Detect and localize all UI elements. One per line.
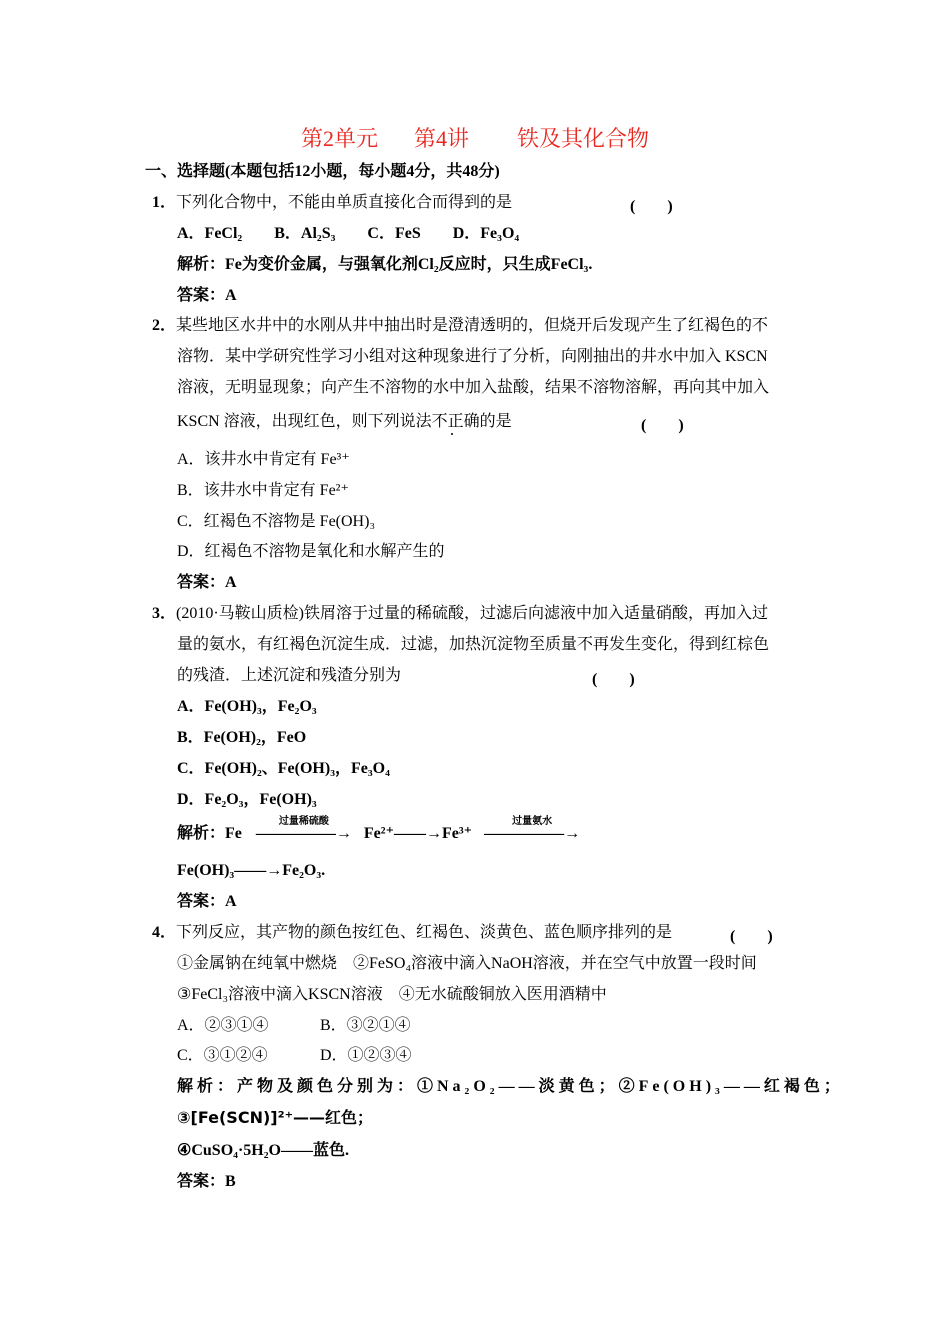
q4-option-a: A．②③①④	[177, 1017, 269, 1034]
q3-answer: 答案：A	[177, 893, 237, 910]
q4-answer: 答案：B	[177, 1173, 236, 1190]
q4-answer-blank: ( )	[730, 928, 773, 945]
q3-analysis-label: 解析：Fe	[177, 825, 242, 842]
q4-analysis-1: 解析：产物及颜色分别为：①Na₂O₂——淡黄色；②Fe(OH)₃——红褐色；	[177, 1078, 844, 1095]
q2-line-4: KSCN 溶液，出现红色，则下列说法不正确的是	[177, 413, 512, 430]
q4-option-c: C．③①②④	[177, 1047, 268, 1064]
emphasis-dot	[451, 433, 453, 435]
q1-answer: 答案：A	[177, 287, 237, 304]
arrow-1-shaft: —————→	[255, 825, 352, 842]
q3-option-c: C．Fe(OH)₂、Fe(OH)₃，Fe₃O₄	[177, 760, 390, 777]
q4-analysis-3: ④CuSO₄·5H₂O——蓝色.	[177, 1142, 349, 1159]
arrow-2-label: 过量氨水	[512, 816, 553, 827]
q2-option-d: D．红褐色不溶物是氧化和水解产生的	[177, 543, 445, 560]
q2-option-a: A．该井水中肯定有 Fe³⁺	[177, 451, 350, 468]
q3-answer-blank: ( )	[592, 671, 635, 688]
q2-option-c: C．红褐色不溶物是 Fe(OH)₃	[177, 513, 376, 530]
q3-analysis-1	[177, 816, 581, 844]
q4-option-d: D．①②③④	[320, 1047, 412, 1064]
q4-analysis-2: ③[Fe(SCN)]²⁺——红色；	[177, 1108, 374, 1127]
q4-option-b: B．③②①④	[320, 1017, 411, 1034]
q3-line-2: 量的氨水，有红褐色沉淀生成．过滤，加热沉淀物至质量不再发生变化，得到红棕色	[177, 636, 770, 653]
q1-stem	[152, 193, 512, 213]
q1-answer-blank: ( )	[630, 198, 673, 215]
q4-text: 下列反应，其产物的颜色按红色、红褐色、淡黄色、蓝色顺序排列的是	[176, 924, 673, 941]
q3-line-1	[152, 604, 768, 624]
q2-line-3: 溶液，无明显现象；向产生不溶物的水中加入盐酸，结果不溶物溶解，再向其中加入	[177, 379, 770, 396]
q3-line-3: 的残渣．上述沉淀和残渣分别为	[177, 667, 402, 684]
page-title	[0, 122, 950, 153]
reaction-arrow-1	[255, 816, 352, 844]
arrow-1-label: 过量稀硫酸	[278, 816, 329, 827]
section-header	[145, 162, 500, 182]
q1-text: 下列化合物中，不能由单质直接化合而得到的是	[176, 194, 513, 211]
reaction-arrow-2	[484, 816, 581, 844]
q1-analysis: 解析：Fe为变价金属，与强氧化剂Cl₂反应时，只生成FeCl₃.	[177, 256, 593, 273]
q2-answer: 答案：A	[177, 574, 237, 591]
q3-option-d: D．Fe₂O₃，Fe(OH)₃	[177, 791, 317, 808]
q2-option-b: B．该井水中肯定有 Fe²⁺	[177, 482, 349, 499]
q3-text-1: (2010·马鞍山质检)铁屑溶于过量的稀硫酸，过滤后向滤液中加入适量硝酸，再加入过	[176, 605, 769, 622]
q2-answer-blank: ( )	[641, 417, 684, 434]
q3-option-a: A．Fe(OH)₃，Fe₂O₃	[177, 698, 317, 715]
section-note: (本题包括12小题，每小题4分，共48分)	[225, 163, 500, 180]
q1-options: A．FeCl₂ B．Al₂S₃ C．FeS D．Fe₃O₄	[177, 225, 520, 242]
q3-analysis-2: Fe(OH)₃——→Fe₂O₃.	[177, 862, 326, 879]
q3-analysis-mid: Fe²⁺——→Fe³⁺	[363, 825, 473, 842]
q4-stem	[152, 923, 672, 943]
q3-option-b: B．Fe(OH)₂，FeO	[177, 729, 307, 746]
section-label: 一、选择题	[145, 163, 226, 180]
q3-number: 3．	[152, 605, 177, 622]
q2-text-1: 某些地区水井中的水刚从井中抽出时是澄清透明的，但烧开后发现产生了红褐色的不	[176, 317, 769, 334]
q4-line-2: ①金属钠在纯氧中燃烧 ②FeSO₄溶液中滴入NaOH溶液，并在空气中放置一段时间	[177, 955, 757, 972]
q2-number: 2．	[152, 317, 177, 334]
title-unit: 第2单元	[300, 126, 378, 151]
arrow-2-shaft: —————→	[484, 825, 581, 842]
q2-line-2: 溶物．某中学研究性学习小组对这种现象进行了分析，向刚抽出的井水中加入 KSCN	[177, 348, 768, 365]
q4-line-3: ③FeCl₃溶液中滴入KSCN溶液 ④无水硫酸铜放入医用酒精中	[177, 986, 607, 1003]
title-topic: 铁及其化合物	[517, 126, 650, 151]
q1-number: 1．	[152, 194, 177, 211]
q2-line-1	[152, 316, 768, 336]
q4-number: 4．	[152, 924, 177, 941]
title-lecture: 第4讲	[413, 126, 469, 151]
